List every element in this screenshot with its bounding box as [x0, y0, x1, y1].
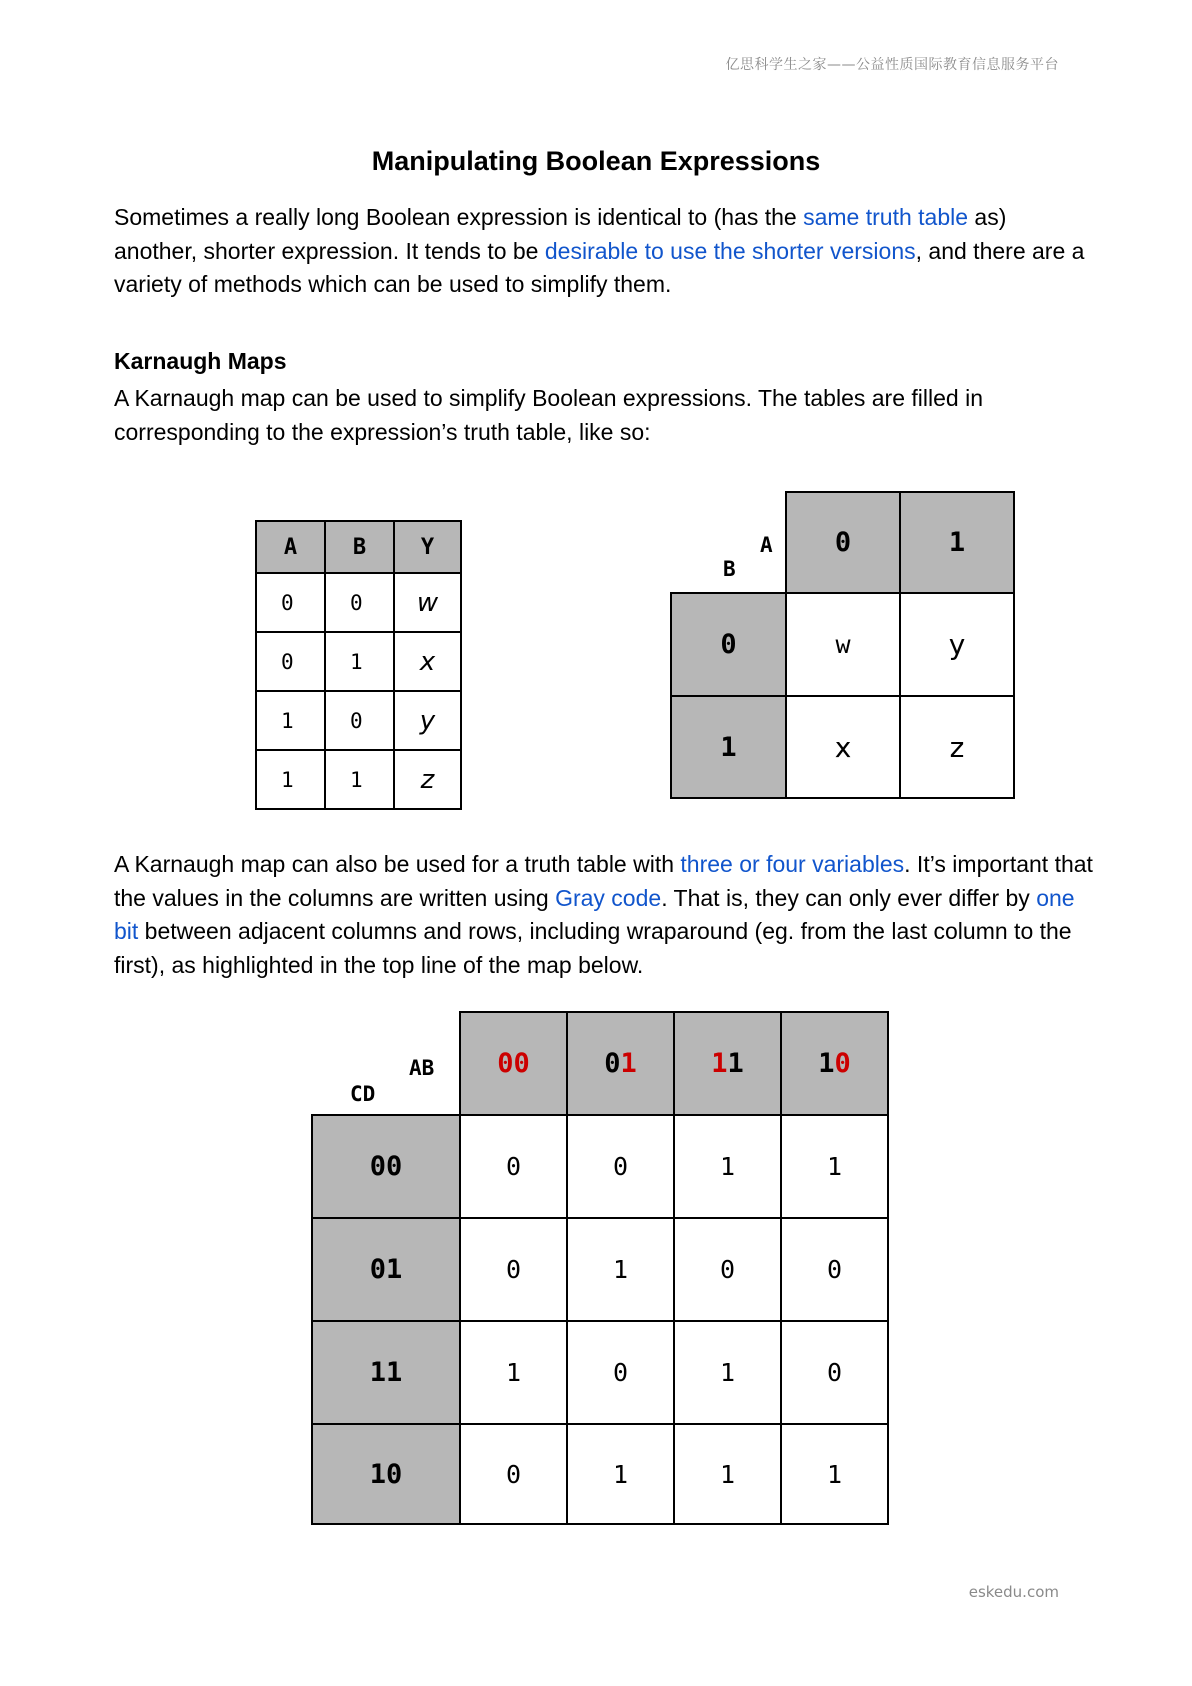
kmap4-row-header: 00 [311, 1114, 461, 1219]
kmap-2-variable [670, 491, 1015, 799]
intro-paragraph [114, 201, 1094, 302]
kmap4-cell: 1 [566, 1217, 675, 1322]
table-cell: z [394, 750, 461, 809]
table-cell: 1 [256, 750, 325, 809]
table-cell: 0 [256, 573, 325, 632]
table-cell: 1 [256, 691, 325, 750]
kmap2-cell: z [899, 695, 1015, 799]
table-cell: 0 [325, 573, 394, 632]
kmap2-row-var-label: B [723, 557, 736, 581]
gray-bit: 1 [727, 1048, 744, 1079]
intro-text-3: , and there are a variety of methods which can be used to simplify them. [114, 237, 1085, 297]
kmap4-cell: 1 [780, 1423, 889, 1525]
kmap4-col-header [566, 1011, 675, 1116]
gray-bit: 1 [620, 1048, 637, 1079]
kmap4-row-header: 10 [311, 1423, 461, 1525]
truth-table-header: B [325, 521, 394, 573]
gray-bit: 0 [604, 1048, 621, 1079]
table-cell: w [394, 573, 461, 632]
kmap4-cell: 0 [780, 1320, 889, 1425]
table-row [256, 573, 461, 632]
kmap4-col-header [459, 1011, 568, 1116]
gray-bit: 1 [711, 1048, 728, 1079]
section-heading: Karnaugh Maps [114, 348, 287, 374]
link-shorter-versions[interactable]: desirable to use the shorter versions [544, 237, 916, 264]
kmap4-row-header: 01 [311, 1217, 461, 1322]
kmap4-cell: 1 [673, 1114, 782, 1219]
gray-bit: 0 [497, 1048, 514, 1079]
table-row [256, 750, 461, 809]
kmap4-cell: 0 [566, 1114, 675, 1219]
table-row [256, 632, 461, 691]
kmap2-col-header: 0 [785, 491, 901, 594]
kmap4-cell: 0 [459, 1217, 568, 1322]
gray-text-4: between adjacent columns and rows, including wraparound (eg. from the last column to the first), as highlighted in the top line of the map below. [114, 918, 1072, 978]
table-cell: 0 [256, 632, 325, 691]
truth-table-header: Y [394, 521, 461, 573]
table-cell: 1 [325, 632, 394, 691]
kmap2-col-header: 1 [899, 491, 1015, 594]
gray-bit: 0 [513, 1048, 530, 1079]
kmap-4-variable [311, 1011, 889, 1525]
intro-text-1: Sometimes a really long Boolean expression is identical to (has the [114, 204, 804, 230]
header-note: 亿思科学生之家——公益性质国际教育信息服务平台 [725, 57, 1059, 73]
kmap4-col-header [673, 1011, 782, 1116]
kmap4-cell: 0 [459, 1423, 568, 1525]
table-row [256, 691, 461, 750]
kmap4-cell: 1 [459, 1320, 568, 1425]
kmap4-cell: 0 [780, 1217, 889, 1322]
link-gray-code[interactable]: Gray code [555, 884, 662, 911]
page-title: Manipulating Boolean Expressions [371, 146, 821, 176]
kmap4-cell: 0 [673, 1217, 782, 1322]
gray-text-2: . It’s important that the values in the columns are written using [114, 851, 1093, 911]
table-cell: x [394, 632, 461, 691]
kmap4-cell: 1 [673, 1423, 782, 1525]
link-three-or-four-variables[interactable]: three or four variables [680, 851, 905, 877]
kmap2-cell: y [899, 592, 1015, 697]
link-same-truth-table[interactable]: same truth table [803, 204, 969, 230]
kmap2-row-header: 1 [670, 695, 787, 799]
gray-text-1: A Karnaugh map can also be used for a truth table with [114, 851, 681, 877]
kmap4-col-var-label: AB [409, 1056, 435, 1080]
kmap4-row-var-label: CD [350, 1082, 376, 1106]
gray-code-paragraph [114, 848, 1094, 982]
gray-text-3: . That is, they can only ever differ by [661, 884, 1037, 911]
kmap4-cell: 1 [673, 1320, 782, 1425]
kmap4-cell: 1 [566, 1423, 675, 1525]
table-cell: y [394, 691, 461, 750]
table-cell: 0 [325, 691, 394, 750]
kmap4-row-header: 11 [311, 1320, 461, 1425]
kmap2-cell: w [785, 592, 901, 697]
kmap2-row-header: 0 [670, 592, 787, 697]
truth-table [255, 520, 462, 810]
link-one-bit[interactable]: one bit [114, 884, 1075, 944]
kmap4-cell: 0 [459, 1114, 568, 1219]
kmap-intro-paragraph: A Karnaugh map can be used to simplify Boolean expressions. The tables are filled in corresponding to the expression’s truth table, like so: [114, 385, 983, 445]
kmap4-cell: 1 [780, 1114, 889, 1219]
intro-text-2: as) another, shorter expression. It tends to be [114, 204, 1007, 264]
truth-table-header-row [256, 521, 461, 573]
kmap2-col-var-label: A [760, 533, 773, 557]
table-cell: 1 [325, 750, 394, 809]
kmap2-cell: x [785, 695, 901, 799]
kmap4-col-header [780, 1011, 889, 1116]
gray-bit: 0 [834, 1048, 851, 1079]
truth-table-header: A [256, 521, 325, 573]
gray-bit: 1 [818, 1048, 835, 1079]
kmap4-cell: 0 [566, 1320, 675, 1425]
footer-note: eskedu.com [968, 1583, 1059, 1601]
